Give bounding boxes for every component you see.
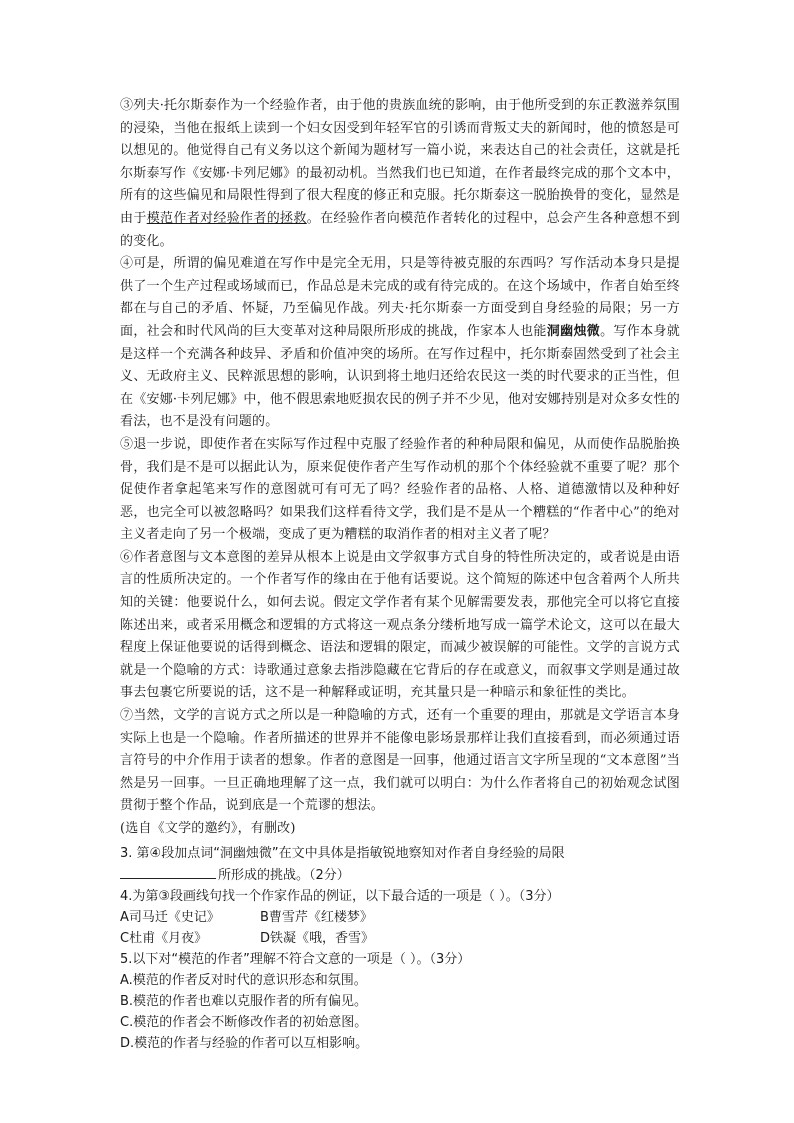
option-d[interactable]: D铁凝《哦，香雪》 xyxy=(260,930,375,946)
paragraph-3-text-a: ③列夫·托尔斯泰作为一个经验作者，由于他的贵族血统的影响，由于他所受到的东正教滋养氛围的浸染，当他在报纸上读到一个妇女因受到年轻军官的引诱而背叛丈夫的新闻时，他的愤怒是可以想见的。他觉得自己有义务以这个新闻为题材写一篇小说，来表达自己的社会责任，这就是托尔斯泰写作《安娜·卡列尼娜》的最初动机。当然我们也已知道，在作者最终完成的那个文本中，所有的这些偏见和局限性得到了很大程度的修正和克服。托尔斯泰这一脱胎换骨的变化，显然是由于 xyxy=(120,98,680,226)
question-4-options-row1 xyxy=(120,907,680,928)
option-d[interactable]: D.模范的作者与经验的作者可以互相影响。 xyxy=(120,1035,369,1051)
question-3-line1: 3. 第④段加点词“洞幽烛微”在文中具体是指敏锐地察知对作者自身经验的局限 xyxy=(120,845,565,861)
question-3-line2 xyxy=(120,864,680,886)
paragraph-4-text-b: 。写作本身就是这样一个充满各种歧异、矛盾和价值冲突的场所。在写作过程中，托尔斯泰固然受到了社会主义、无政府主义、民粹派思想的影响，认识到将土地归还给农民这一类的时代要求的正当性，但在《安娜·卡列尼娜》中，他不假思索地贬损农民的例子并不少见，他对安娜持别是对众多女性的看法，也不是没有问题的。 xyxy=(120,323,681,430)
paragraph-4-text-a: ④可是，所谓的偏见难道在写作中是完全无用，只是等待被克服的东西吗？写作活动本身只是提供了一个生产过程或场域而已，作品总是未完成的或有待完成的。在这个场域中，作者自始至终都在与自己的矛盾、怀疑，乃至偏见作战。列夫·托尔斯泰一方面受到自身经验的局限；另一方面，社会和时代风尚的巨大变革对这种局限所形成的挑战，作家本人也能 xyxy=(120,256,680,339)
option-c[interactable]: C杜甫《月夜》 xyxy=(120,930,208,946)
question-4-options-row2 xyxy=(120,928,680,949)
option-c[interactable]: C.模范的作者会不断修改作者的初始意图。 xyxy=(120,1014,368,1030)
paragraph-7: ⑦当然，文学的言说方式之所以是一种隐喻的方式，还有一个重要的理由，那就是文学语言本身实际上也是一个隐喻。作者所描述的世界并不能像电影场景那样让我们直接看到，而必须通过语言符号的中介作用于读者的想象。作者的意图是一回事，他通过语言文字所呈现的“文本意图”当然是另一回事。一旦正确地理解了这一点，我们就可以明白：为什么作者将自己的初始观念试图贯彻于整个作品，说到底是一个荒谬的想法。 xyxy=(120,708,680,814)
questions-section xyxy=(120,843,680,1054)
paragraph-3-text-b: 。在经验作者向模范作者转化的过程中，总会产生各种意想不到的变化。 xyxy=(120,210,681,249)
paragraph-3 xyxy=(120,95,680,253)
option-a[interactable]: A.模范的作者反对时代的意识形态和氛围。 xyxy=(120,972,367,988)
paragraph-4 xyxy=(120,253,680,434)
paragraph-6: ⑥作者意图与文本意图的差异从根本上说是由文学叙事方式自身的特性所决定的，或者说是由语言的性质所决定的。一个作者写作的缘由在于他有话要说。这个简短的陈述中包含着两个人所共知的关键：他要说什么，如何去说。假定文学作者有某个见解需要发表，那他完全可以将它直接陈述出来，或者采用概念和逻辑的方式将这一观点条分缕析地写成一篇学术论文，这可以在最大程度上保证他要说的话得到概念、语法和逻辑的限定，而减少被误解的可能性。文学的言说方式就是一个隐喻的方式：诗歌通过意象去指涉隐藏在它背后的存在或意义，而叙事文学则是通过故事去包裹它所要说的话，这不是一种解释或证明，充其量只是一种暗示和象征性的类比。 xyxy=(120,549,680,701)
question-3-line2-text: 所形成的挑战。（2分） xyxy=(218,867,350,883)
dotted-emphasis-word: 洞幽烛微 xyxy=(546,323,601,339)
underlined-sentence: 模范作者对经验作者的拯救 xyxy=(146,210,307,226)
paragraph-5: ⑤退一步说，即使作者在实际写作过程中克服了经验作者的种种局限和偏见，从而使作品脱胎换骨，我们是不是可以据此认为，原来促使作者产生写作动机的那个个体经验就不重要了呢？那个促使作者拿起笔来写作的意图就可有可无了吗？经验作者的品格、人格、道德激情以及种种好恶，也完全可以被忽略吗？如果我们这样看待文学，我们是不是从一个糟糕的“作者中心”的绝对主义者走向了另一个极端，变成了更为糟糕的取消作者的相对主义者了呢？ xyxy=(120,436,680,543)
option-b[interactable]: B.模范的作者也难以克服作者的所有偏见。 xyxy=(120,993,368,1009)
option-b[interactable]: B曹雪芹《红楼梦》 xyxy=(260,909,373,925)
question-4-stem: 4.为第③段画线句找一个作家作品的例证，以下最合适的一项是（ ）。（3分） xyxy=(120,888,560,904)
question-5-stem: 5.以下对“模范的作者”理解不符合文意的一项是（ ）。（3分） xyxy=(120,951,471,967)
source-citation: (选自《文学的邀约》，有删改) xyxy=(120,821,296,836)
answer-blank[interactable] xyxy=(120,864,216,879)
option-a[interactable]: A司马迁《史记》 xyxy=(120,909,220,925)
reading-passage xyxy=(120,95,680,841)
document-page xyxy=(120,95,680,1054)
